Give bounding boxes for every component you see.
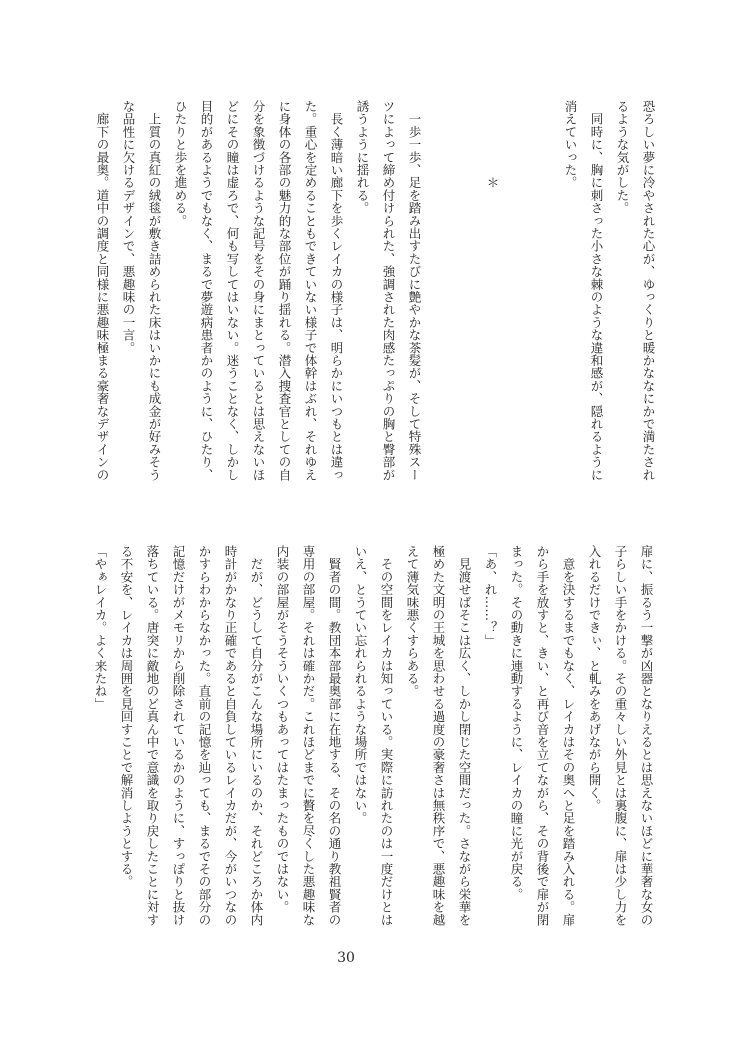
text-line: 「やぁレイカ。よく来たね」 xyxy=(93,545,108,711)
text-line: 長く薄暗い廊下を歩くレイカの様子は、明らかにいつもとは違っ xyxy=(329,100,344,481)
text-line: 同時に、胸に刺さった小さな棘のような違和感が、隠れるように xyxy=(589,100,604,481)
text-line: から手を放すと、きい、と再び音を立てながら、その背後で扉が閉 xyxy=(535,545,550,926)
text-line: 消えていった。 xyxy=(563,100,578,189)
text-line: 意を決するまでもなく、レイカはその奥へと足を踏み入れる。扉 xyxy=(561,545,576,926)
text-line: かすらわからなかった。直前の記憶を辿っても、まるでその部分の xyxy=(197,545,212,926)
text-line: 上質の真紅の絨毯が敷き詰められた床はいかにも成金が好みそう xyxy=(147,100,162,481)
text-line xyxy=(531,100,557,481)
text-line: その空間をレイカは知っている。実際に訪れたのは一度だけとは xyxy=(379,545,394,926)
text-line: るような気がした。 xyxy=(615,100,630,215)
text-line: いえ、とうてい忘れられるような場所ではない。 xyxy=(353,545,368,825)
text-line xyxy=(505,100,531,481)
text-line: ひたりと歩を進める。 xyxy=(173,100,188,227)
text-line: 子らしい手をかける。その重々しい外見とは裏腹に、扉は少し力を xyxy=(613,545,628,926)
text-line: 極めた文明の王城を思わせる過度の豪奢さは無秩序で、悪趣味を越 xyxy=(431,545,446,926)
text-line: 廊下の最奥。道中の調度と同様に悪趣味極まる豪奢なデザインの xyxy=(95,100,110,481)
text-line: 記憶だけがメモリから削除されているかのように、すっぽりと抜け xyxy=(171,545,186,926)
text-line: 内装の部屋がそうそういくつもあってはたまったものではない。 xyxy=(275,545,290,914)
text-line: ツによって締め付けられた、強調された肉感たっぷりの胸と臀部が xyxy=(381,100,396,481)
top-text-block xyxy=(89,100,661,481)
text-line: 時計がかなり正確であると自負しているレイカだが、今がいつなの xyxy=(223,545,238,926)
page-number: 30 xyxy=(337,950,355,966)
text-line: る不安を、レイカは周囲を見回すことで解消しようとする。 xyxy=(119,545,134,888)
text-line: な品性に欠けるデザインで、悪趣味の一言。 xyxy=(121,100,136,354)
text-line: 誘うように揺れる。 xyxy=(355,100,370,215)
text-line: に身体の各部の魅力的な部位が踊り揺れる。潜入捜査官としての自 xyxy=(277,100,292,481)
text-line: た。重心を定めることもできていない様子で体幹はぶれ、それゆえ xyxy=(303,100,318,481)
text-line: 一歩一歩、足を踏み出すたびに艶やかな茶髪が、そして特殊スー xyxy=(407,100,422,481)
scene-break-line: ＊ xyxy=(485,100,500,189)
text-line: どにその瞳は虚ろで、何も写してはいない。迷うことなく、しかし xyxy=(225,100,240,481)
text-line: 分を象徴づけるような記号をその身にまとっているとは思えないほ xyxy=(251,100,266,481)
text-line: 恐ろしい夢に冷やされた心が、ゆっくりと暖かななにかで満たされ xyxy=(641,100,656,481)
text-line: 見渡せばそこは広く、しかし閉じた空間だった。さながら栄華を xyxy=(457,545,472,926)
text-line: 扉に、振るう一撃が凶器となりえるとは思えないほどに華奢な女の xyxy=(639,545,654,926)
text-line: えて薄気味悪くすらある。 xyxy=(405,545,420,698)
text-line: 入れるだけできぃ、と軋みをあげながら開く。 xyxy=(587,545,602,812)
text-line xyxy=(453,100,479,481)
text-line: まった。その動きに連動するように、レイカの瞳に光が戻る。 xyxy=(509,545,524,901)
text-line: 落ちている。唐突に敵地のど真ん中で意識を取り戻したことに対す xyxy=(145,545,160,926)
text-line: 賢者の間。教団本部最奥部に在地する、その名の通り教祖賢者の xyxy=(327,545,342,926)
text-line: 目的があるようでもなく、まるで夢遊病患者かのように、ひたり、 xyxy=(199,100,214,481)
text-line: 専用の部屋。それは確かだ。これほどまでに贅を尽くした悪趣味な xyxy=(301,545,316,926)
text-line: 「あ、れ……？」 xyxy=(483,545,498,647)
text-line: だが、どうして自分がこんな場所にいるのか、それどころか体内 xyxy=(249,545,264,926)
bottom-text-block xyxy=(87,545,659,926)
text-line xyxy=(427,100,453,481)
